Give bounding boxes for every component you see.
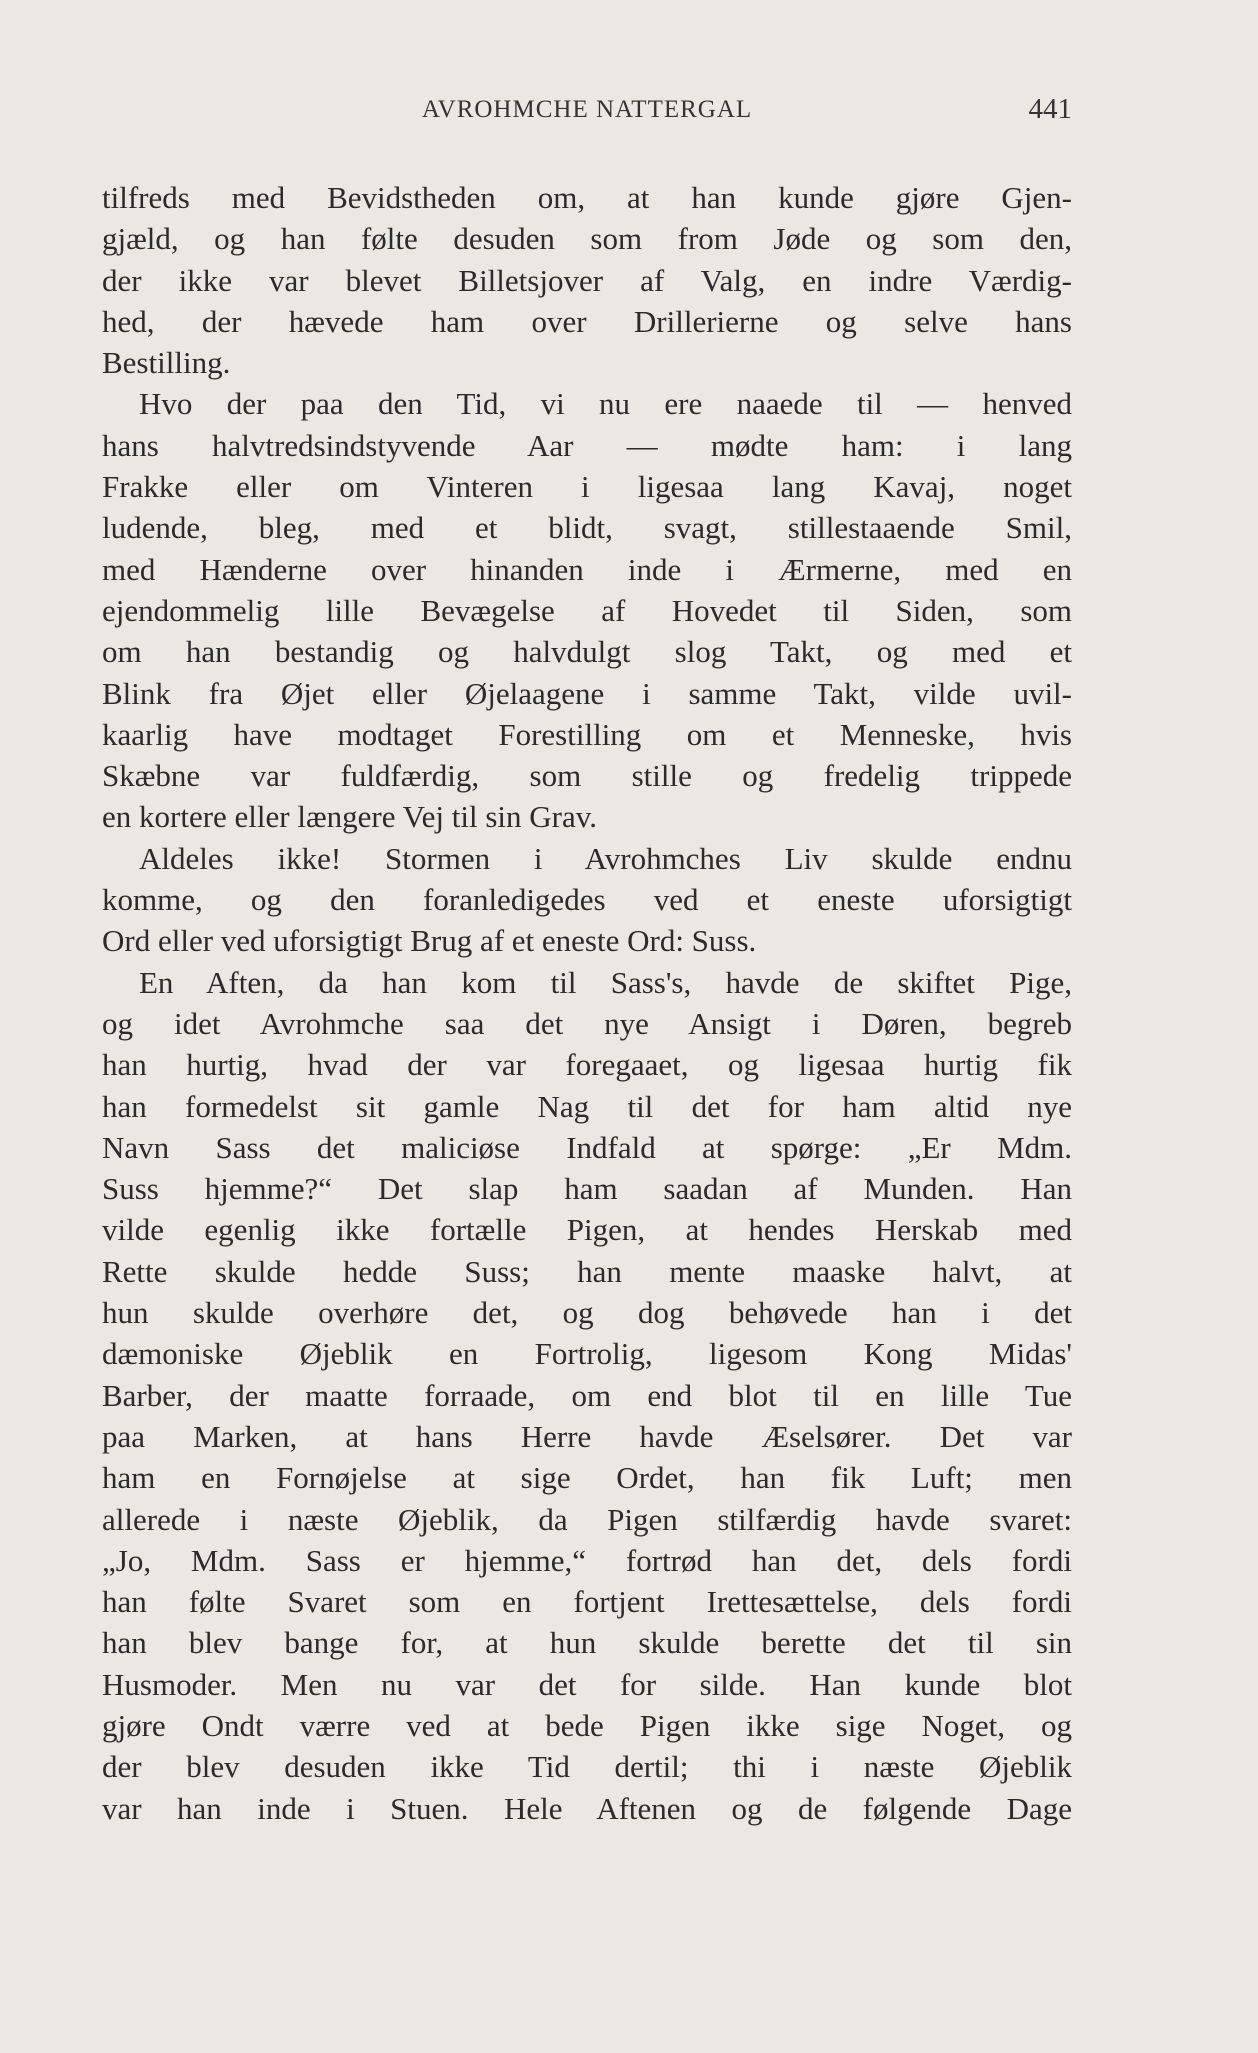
text-line: var han inde i Stuen. Hele Aftenen og de følgende Dage <box>102 1790 1072 1826</box>
text-line: „Jo, Mdm. Sass er hjemme,“ fortrød han det, dels fordi <box>102 1542 1072 1578</box>
text-line: der blev desuden ikke Tid dertil; thi i næste Øjeblik <box>102 1749 1072 1785</box>
text-line: Skæbne var fuldfærdig, som stille og fredelig trippede <box>102 758 1072 794</box>
text-line: der ikke var blevet Billetsjover af Valg, en indre Værdig- <box>102 262 1072 298</box>
text-line: tilfreds med Bevidstheden om, at han kunde gjøre Gjen- <box>102 180 1072 215</box>
text-line: komme, og den foranledigedes ved et eneste uforsigtigt <box>102 882 1072 918</box>
text-line: han formedelst sit gamle Nag til det for ham altid nye <box>102 1088 1072 1124</box>
body-text <box>102 177 1072 1829</box>
text-line: paa Marken, at hans Herre havde Æselsører. Det var <box>102 1418 1072 1454</box>
text-line: Aldeles ikke! Stormen i Avrohmches Liv skulde endnu <box>139 840 1072 876</box>
text-line: Bestilling. <box>102 345 231 381</box>
running-title: AVROHMCHE NATTERGAL <box>421 96 753 123</box>
text-line: ludende, bleg, med et blidt, svagt, stillestaaende Smil, <box>102 510 1072 546</box>
text-line: Husmoder. Men nu var det for silde. Han kunde blot <box>102 1666 1072 1702</box>
text-line: allerede i næste Øjeblik, da Pigen stilfærdig havde svaret: <box>102 1501 1072 1537</box>
text-line: Hvo der paa den Tid, vi nu ere naaede til — henved <box>139 386 1072 422</box>
text-line: Ord eller ved uforsigtigt Brug af et eneste Ord: Suss. <box>102 923 757 959</box>
text-line: og idet Avrohmche saa det nye Ansigt i Døren, begreb <box>102 1005 1072 1041</box>
text-line: En Aften, da han kom til Sass's, havde de skiftet Pige, <box>139 964 1072 1000</box>
text-line: hun skulde overhøre det, og dog behøvede han i det <box>102 1295 1072 1331</box>
text-line: ejendommelig lille Bevægelse af Hovedet til Siden, som <box>102 592 1072 628</box>
text-line: Barber, der maatte forraade, om end blot til en lille Tue <box>102 1377 1072 1413</box>
text-line: om han bestandig og halvdulgt slog Takt, og med et <box>102 634 1072 670</box>
text-line: gjøre Ondt værre ved at bede Pigen ikke sige Noget, og <box>102 1707 1072 1743</box>
text-line: gjæld, og han følte desuden som from Jøde og som den, <box>102 221 1072 257</box>
text-line: hans halvtredsindstyvende Aar — mødte ham: i lang <box>102 427 1072 463</box>
text-line: med Hænderne over hinanden inde i Ærmerne, med en <box>102 551 1072 587</box>
text-line: ham en Fornøjelse at sige Ordet, han fik Luft; men <box>102 1460 1072 1496</box>
text-line: han følte Svaret som en fortjent Irettesættelse, dels fordi <box>102 1584 1072 1620</box>
text-line: vilde egenlig ikke fortælle Pigen, at hendes Herskab med <box>102 1212 1072 1248</box>
text-line: han blev bange for, at hun skulde berette det til sin <box>102 1625 1072 1661</box>
text-line: dæmoniske Øjeblik en Fortrolig, ligesom Kong Midas' <box>102 1336 1072 1372</box>
running-header <box>102 93 1072 132</box>
text-line: Frakke eller om Vinteren i ligesaa lang Kavaj, noget <box>102 469 1072 505</box>
text-line: Blink fra Øjet eller Øjelaagene i samme Takt, vilde uvil- <box>102 675 1072 711</box>
page-number: 441 <box>1028 93 1072 125</box>
text-line: Navn Sass det maliciøse Indfald at spørge: „Er Mdm. <box>102 1129 1072 1165</box>
text-line: en kortere eller længere Vej til sin Grav. <box>102 799 597 835</box>
text-line: hed, der hævede ham over Drillerierne og selve hans <box>102 303 1072 339</box>
text-line: Rette skulde hedde Suss; han mente maaske halvt, at <box>102 1253 1072 1289</box>
text-line: han hurtig, hvad der var foregaaet, og ligesaa hurtig fik <box>102 1047 1072 1083</box>
text-line: Suss hjemme?“ Det slap ham saadan af Munden. Han <box>102 1171 1072 1207</box>
text-line: kaarlig have modtaget Forestilling om et Menneske, hvis <box>102 716 1072 752</box>
